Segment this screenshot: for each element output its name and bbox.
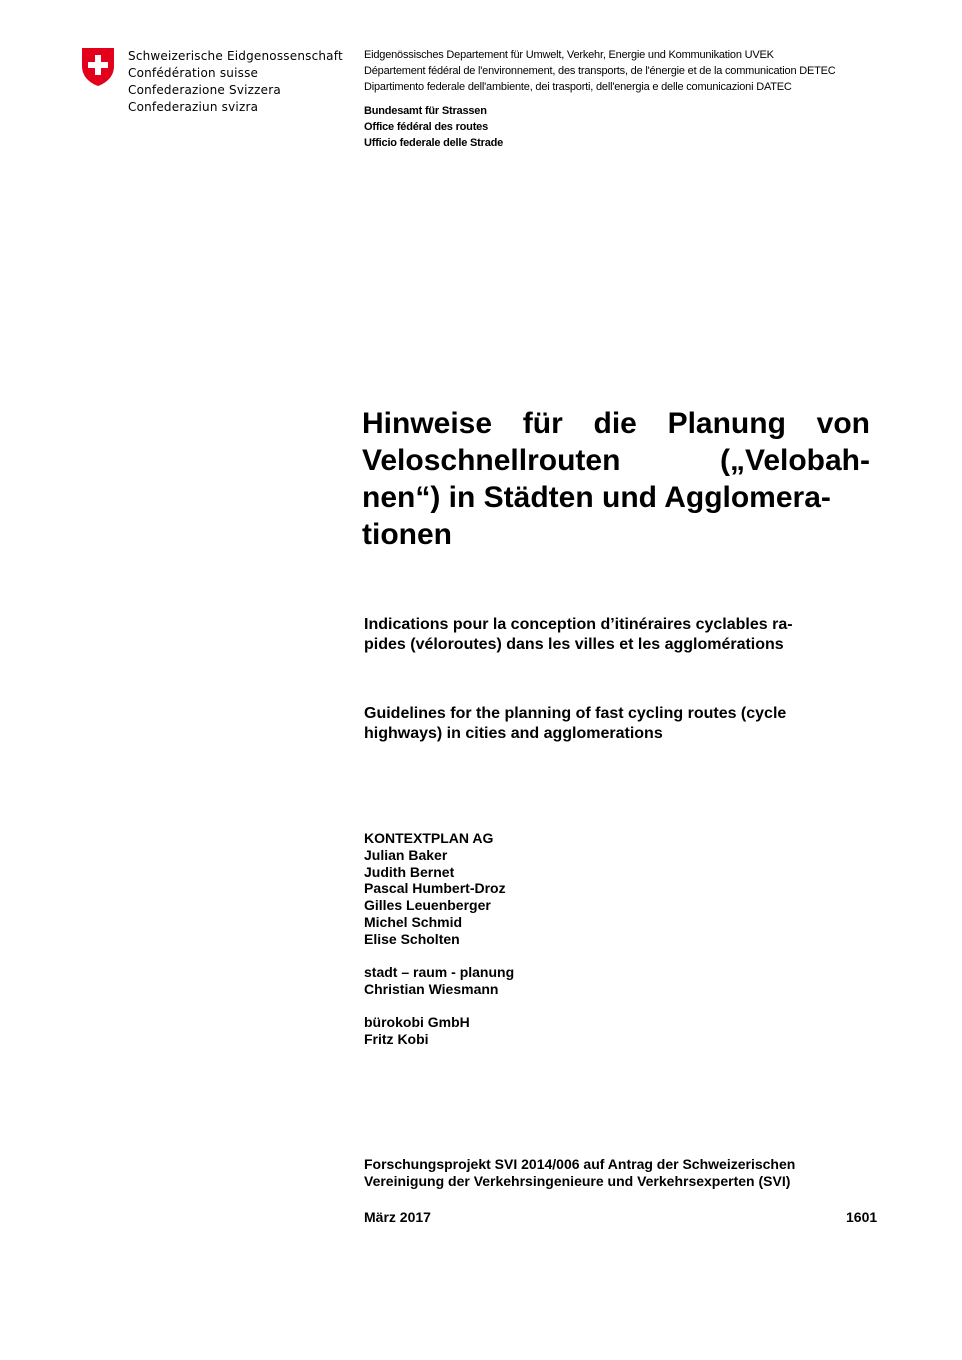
title-line-1 xyxy=(362,405,870,442)
title-line-3: nen“) in Städten und Agglomera- xyxy=(362,481,831,514)
document-title xyxy=(362,405,870,553)
office-de: Bundesamt für Strassen xyxy=(364,105,487,117)
research-project-note xyxy=(364,1156,795,1190)
subtitle-en-line: highways) in cities and agglomerations xyxy=(364,725,663,742)
title-word: Veloschnellrouten xyxy=(362,444,621,477)
author-name: Judith Bernet xyxy=(364,863,455,880)
title-line-4: tionen xyxy=(362,518,452,551)
title-word: Hinweise xyxy=(362,407,493,440)
title-word: für xyxy=(522,407,563,440)
author-name: Christian Wiesmann xyxy=(364,980,499,997)
title-word: von xyxy=(816,407,870,440)
report-number: 1601 xyxy=(846,1209,878,1225)
office-fr: Office fédéral des routes xyxy=(364,121,488,133)
department-de: Eidgenössisches Departement für Umwelt, Verkehr, Energie und Kommunikation UVEK xyxy=(364,49,774,61)
author-name: Michel Schmid xyxy=(364,913,463,930)
author-name: Pascal Humbert-Droz xyxy=(364,880,506,897)
author-name: Elise Scholten xyxy=(364,930,460,947)
office-it: Ufficio federale delle Strade xyxy=(364,137,504,149)
confederation-de: Schweizerische Eidgenossenschaft xyxy=(128,49,343,63)
author-group-kontextplan xyxy=(364,830,506,948)
title-word: Planung xyxy=(667,407,786,440)
subtitle-english xyxy=(364,704,884,744)
author-group-buerokobi xyxy=(364,1014,470,1048)
confederation-rm: Confederaziun svizra xyxy=(128,100,259,114)
crest-cross-horizontal xyxy=(88,62,108,68)
author-name: Gilles Leuenberger xyxy=(364,897,491,914)
publication-date: März 2017 xyxy=(364,1209,431,1225)
subtitle-en-line: Guidelines for the planning of fast cycling routes (cycle xyxy=(364,705,787,722)
title-word: („Velobah- xyxy=(719,444,870,477)
author-group-stadt-raum-planung xyxy=(364,964,514,998)
project-line: Forschungsprojekt SVI 2014/006 auf Antrag der Schweizerischen xyxy=(364,1156,796,1172)
author-name: Fritz Kobi xyxy=(364,1030,429,1047)
swiss-crest-icon xyxy=(80,46,116,88)
confederation-names xyxy=(128,48,343,116)
author-org: bürokobi GmbH xyxy=(364,1014,470,1030)
subtitle-fr-line: pides (véloroutes) dans les villes et les agglomérations xyxy=(364,636,784,653)
project-line: Vereinigung der Verkehrsingenieure und Verkehrsexperten (SVI) xyxy=(364,1173,791,1189)
author-name: Julian Baker xyxy=(364,846,448,863)
confederation-it: Confederazione Svizzera xyxy=(128,83,281,97)
title-line-2 xyxy=(362,442,870,479)
author-org: stadt – raum - planung xyxy=(364,964,515,980)
department-names xyxy=(364,47,836,95)
department-it: Dipartimento federale dell'ambiente, dei trasporti, dell'energia e delle comunicazioni DATEC xyxy=(364,81,792,93)
subtitle-french xyxy=(364,615,884,655)
confederation-fr: Confédération suisse xyxy=(128,66,259,80)
subtitle-fr-line: Indications pour la conception d’itinéraires cyclables ra- xyxy=(364,616,793,633)
office-names xyxy=(364,103,503,151)
department-fr: Département fédéral de l'environnement, des transports, de l'énergie et de la communication DETEC xyxy=(364,65,836,77)
author-org: KONTEXTPLAN AG xyxy=(364,830,494,846)
title-word: die xyxy=(593,407,637,440)
